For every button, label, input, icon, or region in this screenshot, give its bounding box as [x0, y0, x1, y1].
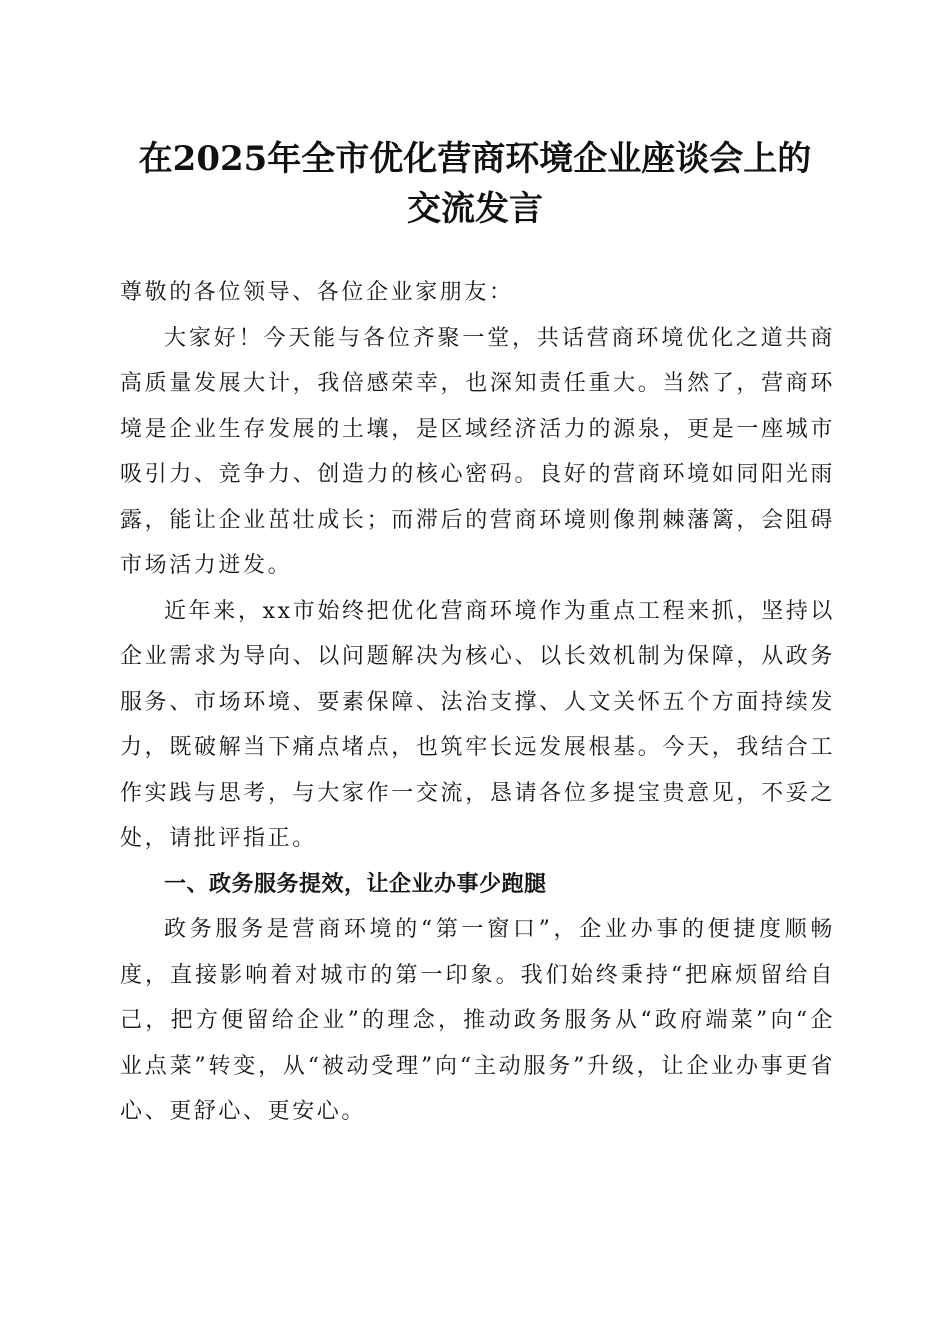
- section-heading-1: 一、政务服务提效，让企业办事少跑腿: [164, 871, 547, 897]
- title-line-2: 交流发言: [407, 189, 543, 229]
- paragraph-opening: 大家好！今天能与各位齐聚一堂，共话营商环境优化之道共商高质量发展大计，我倍感荣幸，也深知责任重大。当然了，营商环境是企业生存发展的土壤，是区域经济活力的源泉，更是一座城市吸引力、竞争力、创造力的核心密码。良好的营商环境如同阳光雨露，能让企业茁壮成长；而滞后的营商环境则像荆棘藩篱，会阻碍市场活力迸发。: [120, 325, 835, 578]
- paragraph-overview: 近年来，xx市始终把优化营商环境作为重点工程来抓，坚持以企业需求为导向、以问题解决为核心、以长效机制为保障，从政务服务、市场环境、要素保障、法治支撑、人文关怀五个方面持续发力，既破解当下痛点堵点，也筑牢长远发展根基。今天，我结合工作实践与思考，与大家作一交流，恳请各位多提宝贵意见，不妥之处，请批评指正。: [120, 598, 835, 851]
- title-line-1: 在2025年全市优化营商环境企业座谈会上的: [138, 139, 812, 179]
- salutation: 尊敬的各位领导、各位企业家朋友：: [120, 280, 514, 305]
- document-body: [120, 270, 835, 1135]
- document-title: [0, 134, 950, 234]
- section-1-paragraph: 政务服务是营商环境的“第一窗口”，企业办事的便捷度顺畅度，直接影响着对城市的第一印象。我们始终秉持“把麻烦留给自己，把方便留给企业”的理念，推动政务服务从“政府端菜”向“企业点菜”转变，从“被动受理”向“主动服务”升级，让企业办事更省心、更舒心、更安心。: [120, 917, 835, 1124]
